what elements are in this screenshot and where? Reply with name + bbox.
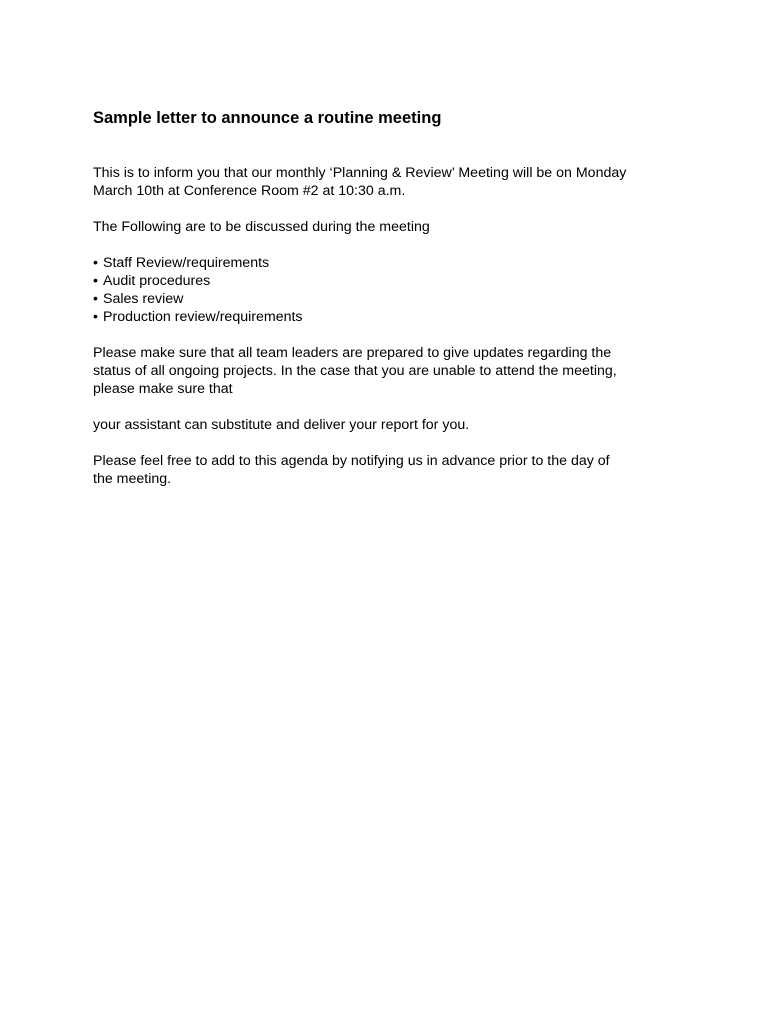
letter-body xyxy=(93,108,693,506)
leaders-paragraph xyxy=(93,344,693,398)
bullet-icon: • xyxy=(93,309,98,325)
agenda-intro: The Following are to be discussed during the meeting xyxy=(93,219,430,235)
leaders-line-3: please make sure that xyxy=(93,381,233,397)
intro-line-1: This is to inform you that our monthly ‘Planning & Review’ Meeting will be on Monday xyxy=(93,165,627,181)
agenda-item xyxy=(93,272,693,290)
agenda-item xyxy=(93,290,693,308)
agenda-item-text: Staff Review/requirements xyxy=(103,255,270,271)
leaders-line-2: status of all ongoing projects. In the case that you are unable to attend the meeting, xyxy=(93,363,617,379)
bullet-icon: • xyxy=(93,273,98,289)
closing-line-1: Please feel free to add to this agenda by notifying us in advance prior to the day of xyxy=(93,453,610,469)
bullet-icon: • xyxy=(93,255,98,271)
intro-line-2: March 10th at Conference Room #2 at 10:30 a.m. xyxy=(93,183,406,199)
letter-title: Sample letter to announce a routine meeting xyxy=(93,109,442,127)
agenda-item-text: Audit procedures xyxy=(103,273,211,289)
agenda-item-text: Sales review xyxy=(103,291,184,307)
closing-paragraph xyxy=(93,452,693,488)
leaders-line-1: Please make sure that all team leaders are prepared to give updates regarding the xyxy=(93,345,612,361)
agenda-list xyxy=(93,254,693,326)
agenda-item xyxy=(93,308,693,326)
intro-paragraph xyxy=(93,164,693,200)
closing-line-2: the meeting. xyxy=(93,471,172,487)
agenda-item xyxy=(93,254,693,272)
bullet-icon: • xyxy=(93,291,98,307)
agenda-item-text: Production review/requirements xyxy=(103,309,303,325)
assistant-paragraph: your assistant can substitute and deliver your report for you. xyxy=(93,417,470,433)
